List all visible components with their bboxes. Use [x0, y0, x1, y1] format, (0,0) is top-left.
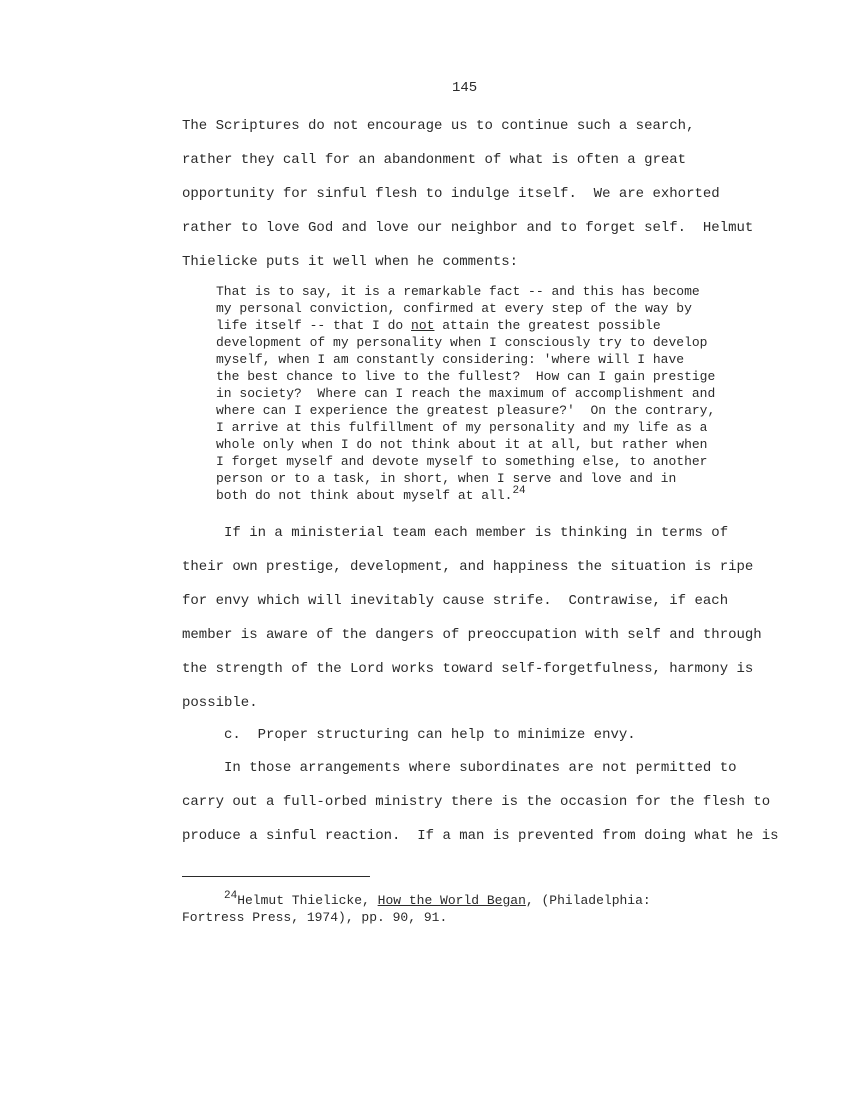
text-line: rather to love God and love our neighbor and to forget self. Helmut — [182, 220, 754, 236]
quote-line: where can I experience the greatest pleasure?' On the contrary, — [216, 403, 716, 418]
paragraph-intro — [182, 109, 782, 279]
quote-line: person or to a task, in short, when I serve and love and in — [216, 471, 677, 486]
quote-text: attain the greatest possible — [434, 318, 661, 333]
text-line: Thielicke puts it well when he comments: — [182, 254, 519, 270]
footnote-reference[interactable]: 24 — [512, 485, 526, 497]
footnote-divider — [182, 876, 370, 877]
text-line: produce a sinful reaction. If a man is prevented from doing what he is — [182, 828, 779, 844]
text-line: for envy which will inevitably cause strife. Contrawise, if each — [182, 593, 729, 609]
footnote-line — [182, 892, 782, 909]
text-line: The Scriptures do not encourage us to continue such a search, — [182, 118, 695, 134]
quote-line: whole only when I do not think about it at all, but rather when — [216, 437, 708, 452]
paragraph-ministerial-team — [182, 516, 782, 720]
text-line: the strength of the Lord works toward self-forgetfulness, harmony is — [182, 661, 754, 677]
footnote — [182, 892, 782, 926]
footnote-publisher: , (Philadelphia: — [525, 893, 651, 908]
text-line: possible. — [182, 695, 258, 711]
quote-line: my personal conviction, confirmed at every step of the way by — [216, 301, 692, 316]
footnote-number: 24 — [224, 890, 238, 902]
quote-line: myself, when I am constantly considering: 'where will I have — [216, 352, 685, 367]
text-line: member is aware of the dangers of preoccupation with self and through — [182, 627, 762, 643]
quote-line: I forget myself and devote myself to something else, to another — [216, 454, 708, 469]
quote-line: That is to say, it is a remarkable fact -- and this has become — [216, 284, 700, 299]
text-line: In those arrangements where subordinates are not permitted to — [182, 760, 737, 776]
text-line: their own prestige, development, and happiness the situation is ripe — [182, 559, 754, 575]
subheading-text: c. Proper structuring can help to minimize envy. — [182, 727, 636, 743]
quote-line: in society? Where can I reach the maximum of accomplishment and — [216, 386, 716, 401]
paragraph-structuring — [182, 751, 782, 853]
footnote-book-title: How the World Began — [377, 893, 526, 908]
quote-line — [216, 487, 776, 504]
quote-line: I arrive at this fulfillment of my personality and my life as a — [216, 420, 708, 435]
text-line: rather they call for an abandonment of what is often a great — [182, 152, 687, 168]
quote-text: life itself -- that I do — [216, 318, 412, 333]
quote-line: the best chance to live to the fullest? How can I gain prestige — [216, 369, 716, 384]
text-line: carry out a full-orbed ministry there is the occasion for the flesh to — [182, 794, 771, 810]
quote-text: both do not think about myself at all. — [216, 488, 513, 503]
emphasized-word: not — [411, 318, 435, 333]
text-line: opportunity for sinful flesh to indulge itself. We are exhorted — [182, 186, 720, 202]
block-quote — [216, 283, 776, 504]
quote-line: development of my personality when I consciously try to develop — [216, 335, 708, 350]
footnote-line: Fortress Press, 1974), pp. 90, 91. — [182, 910, 448, 925]
quote-line — [216, 317, 776, 334]
footnote-author: Helmut Thielicke, — [237, 893, 378, 908]
text-line: If in a ministerial team each member is thinking in terms of — [182, 525, 729, 541]
section-subheading — [182, 718, 782, 752]
page-number: 145 — [452, 80, 478, 96]
